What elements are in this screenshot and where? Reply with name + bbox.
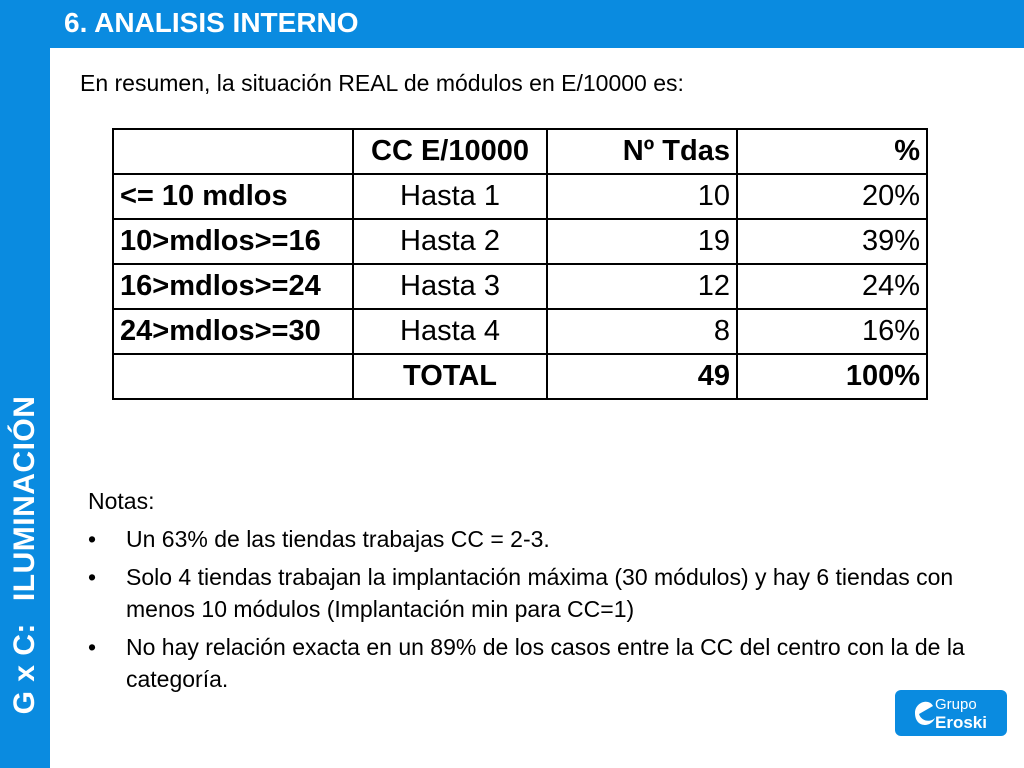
logo-line1: Grupo <box>935 696 977 713</box>
table-cell: Hasta 1 <box>353 174 547 219</box>
table-cell: 12 <box>547 264 737 309</box>
table-cell: 8 <box>547 309 737 354</box>
table-row <box>113 309 927 354</box>
header-cell: CC E/10000 <box>353 129 547 174</box>
table-cell: 24% <box>737 264 927 309</box>
table-row <box>113 174 927 219</box>
table-cell: <= 10 mdlos <box>113 174 353 219</box>
note-text: Solo 4 tiendas trabajan la implantación máxima (30 módulos) y hay 6 tiendas con menos 10 módulos (Implantación min para CC=1) <box>126 564 954 622</box>
list-item <box>88 631 988 695</box>
total-cell: TOTAL <box>353 354 547 399</box>
table-cell: Hasta 2 <box>353 219 547 264</box>
total-cell: 49 <box>547 354 737 399</box>
header-cell <box>113 129 353 174</box>
table-cell: Hasta 3 <box>353 264 547 309</box>
table-row <box>113 219 927 264</box>
table-cell: 16% <box>737 309 927 354</box>
eroski-logo <box>895 690 1007 736</box>
list-item <box>88 523 988 555</box>
bullet: • <box>88 564 97 590</box>
logo-graphic <box>895 690 1007 736</box>
header-bar <box>50 0 1024 48</box>
total-cell <box>113 354 353 399</box>
table-cell: 10 <box>547 174 737 219</box>
note-text: No hay relación exacta en un 89% de los casos entre la CC del centro con la de la categoría. <box>126 634 965 692</box>
sidebar-title <box>8 396 42 715</box>
table-cell: 16>mdlos>=24 <box>113 264 353 309</box>
logo-line2: Eroski <box>935 713 987 732</box>
notes-section <box>88 485 988 701</box>
sidebar-section: ILUMINACIÓN <box>8 395 41 602</box>
table-row <box>113 264 927 309</box>
bullet: • <box>88 526 97 552</box>
table-cell: 24>mdlos>=30 <box>113 309 353 354</box>
table-cell: 20% <box>737 174 927 219</box>
table-cell: Hasta 4 <box>353 309 547 354</box>
table-cell: 19 <box>547 219 737 264</box>
table-total-row <box>113 354 927 399</box>
list-item <box>88 561 988 625</box>
total-cell: 100% <box>737 354 927 399</box>
modules-table <box>112 128 928 400</box>
sidebar <box>0 0 50 768</box>
page-title: 6. ANALISIS INTERNO <box>64 7 359 38</box>
subtitle: En resumen, la situación REAL de módulos en E/10000 es: <box>80 70 684 96</box>
sidebar-prefix: G x C: <box>8 623 41 715</box>
table-cell: 10>mdlos>=16 <box>113 219 353 264</box>
table-header-row <box>113 129 927 174</box>
header-cell: % <box>737 129 927 174</box>
notes-title: Notas: <box>88 488 155 514</box>
header-cell: Nº Tdas <box>547 129 737 174</box>
table-cell: 39% <box>737 219 927 264</box>
bullet: • <box>88 634 97 660</box>
note-text: Un 63% de las tiendas trabajas CC = 2-3. <box>126 526 550 552</box>
